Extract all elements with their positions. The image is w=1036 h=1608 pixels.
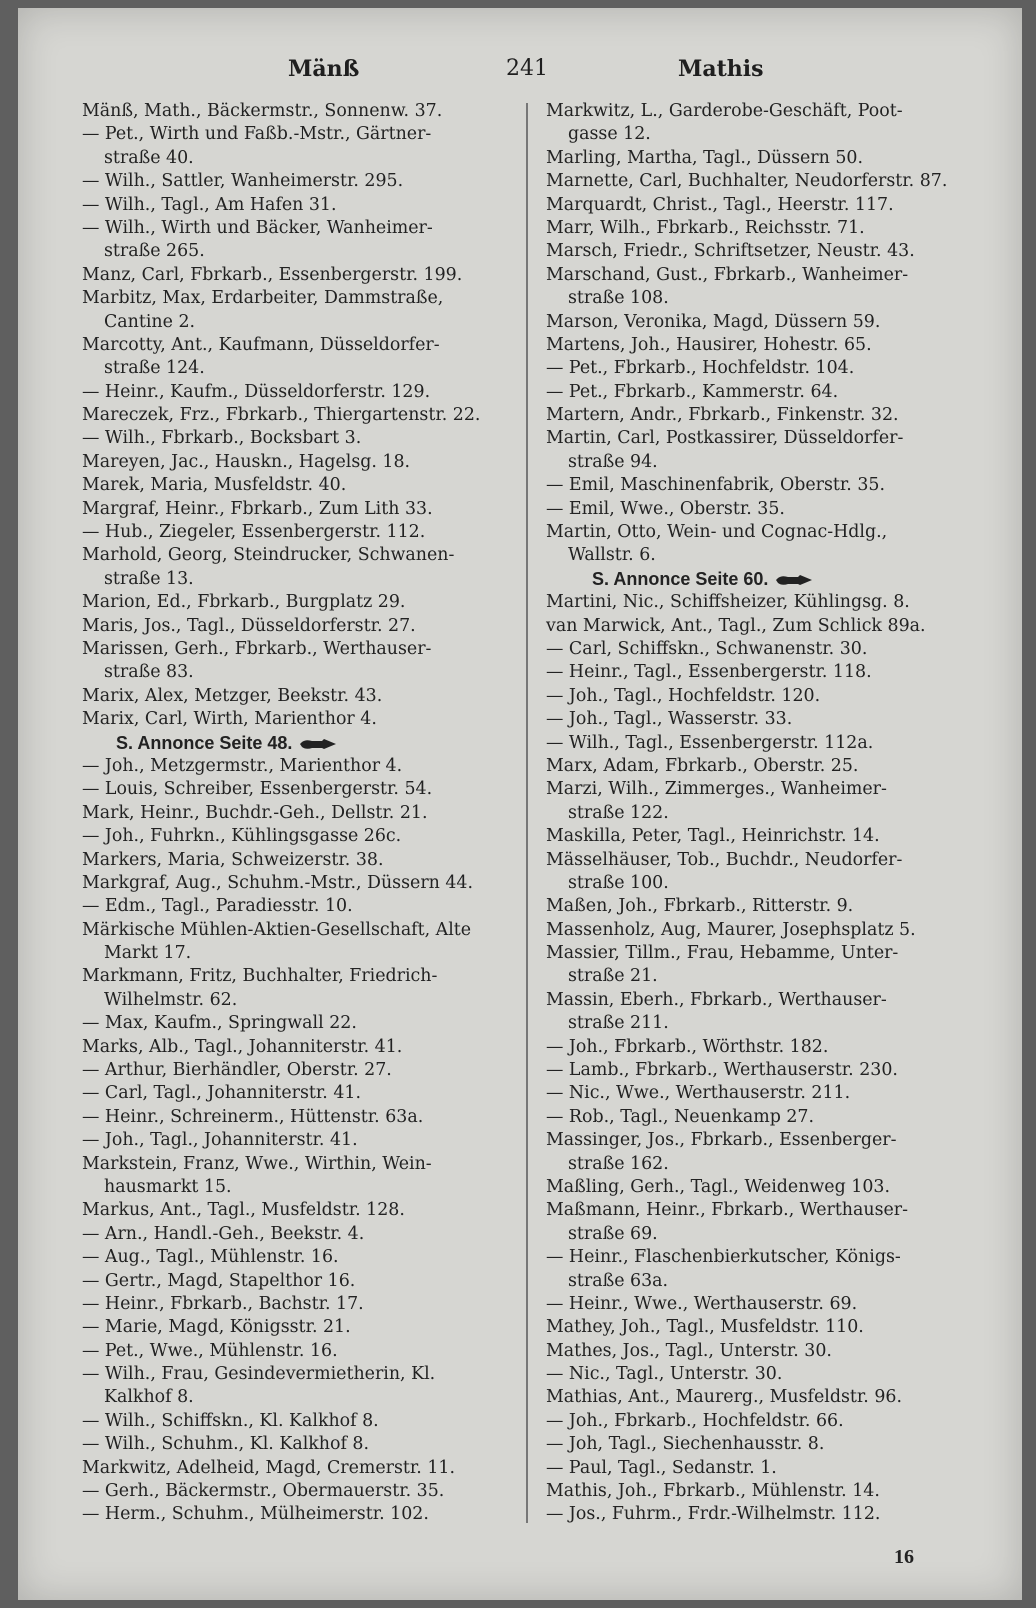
entry-text: — Wilh., Wirth und Bäcker, Wanheimer- <box>82 217 433 238</box>
directory-entry <box>546 778 992 801</box>
entry-text: Markus, Ant., Tagl., Musfeldstr. 128. <box>82 1200 405 1221</box>
directory-entry <box>546 381 992 404</box>
directory-entry <box>546 1457 992 1480</box>
directory-entry <box>82 404 522 427</box>
directory-entry <box>546 708 992 731</box>
entry-continuation <box>82 661 522 684</box>
directory-entry <box>546 334 992 357</box>
directory-entry <box>546 147 992 170</box>
entry-text: Martens, Joh., Hausirer, Hohestr. 65. <box>546 334 872 355</box>
entry-text: — Joh., Fuhrkn., Kühlingsgasse 26c. <box>82 826 402 847</box>
directory-entry <box>82 755 522 778</box>
directory-entry <box>82 334 522 357</box>
directory-entry <box>82 1082 522 1105</box>
entry-text: Marling, Martha, Tagl., Düssern 50. <box>546 147 863 168</box>
entry-text: straße 13. <box>104 568 194 589</box>
entry-text: Wilhelmstr. 62. <box>104 989 238 1010</box>
entry-continuation <box>546 123 992 146</box>
entry-continuation <box>82 147 522 170</box>
entry-text: — Paul, Tagl., Sedanstr. 1. <box>546 1457 777 1478</box>
entry-continuation <box>546 1270 992 1293</box>
entry-text: — Louis, Schreiber, Essenbergerstr. 54. <box>82 779 433 800</box>
directory-entry <box>82 965 522 988</box>
directory-entry <box>546 474 992 497</box>
entry-text: Markstein, Franz, Wwe., Wirthin, Wein- <box>82 1153 432 1174</box>
directory-entry <box>546 615 992 638</box>
entry-text: Märkische Mühlen-Aktien-Gesellschaft, Alte <box>82 919 472 940</box>
directory-entry <box>82 427 522 450</box>
entry-text: straße 124. <box>104 358 205 379</box>
entry-text: — Pet., Wwe., Mühlenstr. 16. <box>82 1340 338 1361</box>
entry-text: Kalkhof 8. <box>104 1387 194 1408</box>
entry-text: Massinger, Jos., Fbrkarb., Essenberger- <box>546 1130 897 1151</box>
entry-text: Marquardt, Christ., Tagl., Heerstr. 117. <box>546 194 894 215</box>
directory-entry <box>82 825 522 848</box>
directory-entry <box>82 685 522 708</box>
entry-text: Marix, Carl, Wirth, Marienthor 4. <box>82 709 377 730</box>
directory-entry <box>546 1129 992 1152</box>
entry-text: — Marie, Magd, Königsstr. 21. <box>82 1317 351 1338</box>
entry-text: — Aug., Tagl., Mühlenstr. 16. <box>82 1247 339 1268</box>
entry-text: — Wilh., Fbrkarb., Bocksbart 3. <box>82 428 362 449</box>
entry-text: — Heinr., Kaufm., Düsseldorferstr. 129. <box>82 381 431 402</box>
entry-text: Mareyen, Jac., Hauskn., Hagelsg. 18. <box>82 451 411 472</box>
entry-text: Cantine 2. <box>104 311 196 332</box>
directory-entry <box>82 1410 522 1433</box>
directory-entry <box>546 1246 992 1269</box>
entry-text: — Wilh., Schuhm., Kl. Kalkhof 8. <box>82 1434 370 1455</box>
entry-text: Maßling, Gerh., Tagl., Weidenweg 103. <box>546 1176 890 1197</box>
directory-entry <box>82 849 522 872</box>
entry-text: — Arthur, Bierhändler, Oberstr. 27. <box>82 1060 392 1081</box>
entry-text: Marhold, Georg, Steindrucker, Schwanen- <box>82 545 455 566</box>
entry-continuation <box>546 544 992 567</box>
entry-text: — Pet., Fbrkarb., Hochfeldstr. 104. <box>546 358 855 379</box>
directory-entry <box>82 1153 522 1176</box>
entry-text: straße 63a. <box>568 1270 669 1291</box>
directory-entry <box>82 1293 522 1316</box>
entry-text: — Edm., Tagl., Paradiesstr. 10. <box>82 896 353 917</box>
entry-text: — Pet., Fbrkarb., Kammerstr. 64. <box>546 381 839 402</box>
entry-text: Marbitz, Max, Erdarbeiter, Dammstraße, <box>82 288 444 309</box>
entry-text: straße 83. <box>104 662 194 683</box>
directory-entry <box>82 1059 522 1082</box>
directory-entry <box>546 685 992 708</box>
entry-text: — Carl, Schiffskn., Schwanenstr. 30. <box>546 638 868 659</box>
directory-entry <box>546 521 992 544</box>
directory-entry <box>546 427 992 450</box>
directory-entry <box>546 240 992 263</box>
entry-continuation <box>82 240 522 263</box>
directory-entry <box>82 638 522 661</box>
entry-text: — Herm., Schuhm., Mülheimerstr. 102. <box>82 1504 429 1525</box>
entry-text: Massier, Tillm., Frau, Hebamme, Unter- <box>546 943 899 964</box>
column-divider <box>526 103 528 1523</box>
entry-text: Mänß, Math., Bäckermstr., Sonnenw. 37. <box>82 101 443 121</box>
entry-text: — Hub., Ziegeler, Essenbergerstr. 112. <box>82 522 426 543</box>
directory-entry <box>82 1433 522 1456</box>
entry-text: Margraf, Heinr., Fbrkarb., Zum Lith 33. <box>82 498 433 519</box>
entry-text: — Gertr., Magd, Stapelthor 16. <box>82 1270 356 1291</box>
entry-text: — Wilh., Schiffskn., Kl. Kalkhof 8. <box>82 1410 379 1431</box>
directory-entry <box>546 825 992 848</box>
entry-text: — Lamb., Fbrkarb., Werthauserstr. 230. <box>546 1060 898 1081</box>
entry-text: — Joh, Tagl., Siechenhausstr. 8. <box>546 1434 825 1455</box>
entry-text: S. Annonce Seite 60. <box>592 568 769 589</box>
directory-entry <box>82 1363 522 1386</box>
entry-text: Marissen, Gerh., Fbrkarb., Werthauser- <box>82 638 432 659</box>
directory-entry <box>82 498 522 521</box>
entry-text: — Emil, Wwe., Oberstr. 35. <box>546 498 785 519</box>
entry-text: — Joh., Tagl., Hochfeldstr. 120. <box>546 685 821 706</box>
directory-entry <box>82 1199 522 1222</box>
directory-entry <box>82 615 522 638</box>
directory-entry <box>82 123 522 146</box>
directory-entry <box>546 1503 992 1526</box>
directory-entry <box>82 1106 522 1129</box>
header-right-keyword: Mathis <box>678 56 764 82</box>
directory-entry <box>546 1363 992 1386</box>
directory-entry <box>82 1503 522 1526</box>
directory-entry <box>82 1457 522 1480</box>
directory-entry <box>546 1340 992 1363</box>
entry-text: — Heinr., Wwe., Werthauserstr. 69. <box>546 1293 858 1314</box>
directory-entry <box>82 170 522 193</box>
entry-text: — Nic., Wwe., Werthauserstr. 211. <box>546 1083 851 1104</box>
entry-text: Markt 17. <box>104 943 192 964</box>
directory-entry <box>82 919 522 942</box>
page-header <box>18 48 1022 88</box>
entry-text: — Arn., Handl.-Geh., Beekstr. 4. <box>82 1223 365 1244</box>
entry-text: Mathey, Joh., Tagl., Musfeldstr. 110. <box>546 1317 864 1338</box>
entry-text: Martern, Andr., Fbrkarb., Finkenstr. 32. <box>546 405 899 426</box>
entry-text: Maßmann, Heinr., Fbrkarb., Werthauser- <box>546 1200 908 1221</box>
entry-text: Marcotty, Ant., Kaufmann, Düsseldorfer- <box>82 334 440 355</box>
directory-entry <box>546 591 992 614</box>
entry-text: straße 40. <box>104 147 194 168</box>
entry-text: — Wilh., Sattler, Wanheimerstr. 295. <box>82 171 404 192</box>
directory-entry <box>546 989 992 1012</box>
left-column <box>82 100 522 1527</box>
right-column <box>546 100 992 1527</box>
announcement-reference <box>82 732 522 755</box>
directory-entry <box>546 732 992 755</box>
directory-entry <box>82 451 522 474</box>
directory-entry <box>82 264 522 287</box>
directory-entry <box>546 357 992 380</box>
entry-text: — Joh., Fbrkarb., Wörthstr. 182. <box>546 1036 829 1057</box>
entry-text: Marnette, Carl, Buchhalter, Neudorferstr. 87. <box>546 171 948 192</box>
entry-text: — Joh., Tagl., Wasserstr. 33. <box>546 709 793 730</box>
entry-text: straße 108. <box>568 288 669 309</box>
entry-text: S. Annonce Seite 48. <box>116 732 293 753</box>
entry-text: Maskilla, Peter, Tagl., Heinrichstr. 14. <box>546 826 880 847</box>
directory-entry <box>546 498 992 521</box>
entry-text: straße 21. <box>568 966 658 987</box>
directory-entry <box>82 1129 522 1152</box>
entry-continuation <box>546 287 992 310</box>
directory-entry <box>82 1340 522 1363</box>
entry-text: Massenholz, Aug, Maurer, Josephsplatz 5. <box>546 919 916 940</box>
entry-text: Marson, Veronika, Magd, Düssern 59. <box>546 311 881 332</box>
entry-text: — Wilh., Frau, Gesindevermietherin, Kl. <box>82 1364 436 1385</box>
entry-continuation <box>546 1223 992 1246</box>
entry-continuation <box>82 989 522 1012</box>
directory-entry <box>546 1433 992 1456</box>
entry-text: — Joh., Fbrkarb., Hochfeldstr. 66. <box>546 1410 844 1431</box>
entry-text: Markers, Maria, Schweizerstr. 38. <box>82 849 384 870</box>
directory-entry <box>546 170 992 193</box>
entry-text: Mässelhäuser, Tob., Buchdr., Neudorfer- <box>546 849 903 870</box>
entry-text: Martini, Nic., Schiffsheizer, Kühlingsg. 8. <box>546 592 910 613</box>
entry-text: Marks, Alb., Tagl., Johanniterstr. 41. <box>82 1036 403 1057</box>
directory-entry <box>82 708 522 731</box>
directory-entry <box>546 1176 992 1199</box>
entry-text: — Heinr., Tagl., Essenbergerstr. 118. <box>546 662 872 683</box>
directory-entry <box>546 1480 992 1503</box>
footer-page-number: 16 <box>894 1546 914 1568</box>
directory-entry <box>546 755 992 778</box>
entry-text: — Wilh., Tagl., Essenbergerstr. 112a. <box>546 732 874 753</box>
directory-entry <box>82 194 522 217</box>
header-left-keyword: Mänß <box>288 56 360 82</box>
entry-text: — Joh., Metzgermstr., Marienthor 4. <box>82 755 403 776</box>
directory-entry <box>546 1316 992 1339</box>
entry-text: gasse 12. <box>568 124 651 145</box>
entry-text: Marr, Wilh., Fbrkarb., Reichsstr. 71. <box>546 217 865 238</box>
directory-entry <box>546 194 992 217</box>
directory-entry <box>546 1410 992 1433</box>
directory-entry <box>82 1012 522 1035</box>
entry-text: — Heinr., Schreinerm., Hüttenstr. 63a. <box>82 1106 424 1127</box>
directory-page <box>18 8 1022 1600</box>
entry-text: Massin, Eberh., Fbrkarb., Werthauser- <box>546 989 887 1010</box>
entry-text: — Carl, Tagl., Johanniterstr. 41. <box>82 1083 362 1104</box>
entry-text: Martin, Carl, Postkassirer, Düsseldorfer- <box>546 428 904 449</box>
entry-text: Maris, Jos., Tagl., Düsseldorferstr. 27. <box>82 615 416 636</box>
directory-entry <box>82 474 522 497</box>
entry-text: Marion, Ed., Fbrkarb., Burgplatz 29. <box>82 592 406 613</box>
entry-text: — Rob., Tagl., Neuenkamp 27. <box>546 1106 815 1127</box>
directory-entry <box>82 1270 522 1293</box>
directory-entry <box>546 217 992 240</box>
directory-entry <box>82 802 522 825</box>
directory-entry <box>546 1199 992 1222</box>
entry-text: straße 211. <box>568 1013 669 1034</box>
entry-text: hausmarkt 15. <box>104 1176 232 1197</box>
entry-text: Marx, Adam, Fbrkarb., Oberstr. 25. <box>546 755 859 776</box>
entry-continuation <box>546 802 992 825</box>
entry-text: — Nic., Tagl., Unterstr. 30. <box>546 1364 783 1385</box>
directory-entry <box>546 849 992 872</box>
directory-entry <box>82 591 522 614</box>
entry-text: straße 122. <box>568 802 669 823</box>
entry-text: straße 94. <box>568 451 658 472</box>
directory-entry <box>82 381 522 404</box>
entry-text: Mareczek, Frz., Fbrkarb., Thiergartenstr. 22. <box>82 405 481 426</box>
directory-entry <box>546 1036 992 1059</box>
entry-text: Mathias, Ant., Maurerg., Musfeldstr. 96. <box>546 1387 902 1408</box>
entry-text: Marsch, Friedr., Schriftsetzer, Neustr. 43. <box>546 241 915 262</box>
directory-entry <box>546 404 992 427</box>
entry-text: Marschand, Gust., Fbrkarb., Wanheimer- <box>546 264 909 285</box>
header-page-number: 241 <box>506 56 548 81</box>
directory-entry <box>82 1223 522 1246</box>
entry-text: — Emil, Maschinenfabrik, Oberstr. 35. <box>546 475 886 496</box>
directory-entry <box>546 311 992 334</box>
entry-text: — Heinr., Fbrkarb., Bachstr. 17. <box>82 1293 364 1314</box>
announcement-reference <box>546 568 992 591</box>
directory-entry <box>82 778 522 801</box>
entry-text: Wallstr. 6. <box>568 545 656 566</box>
directory-entry <box>546 1386 992 1409</box>
entry-text: — Pet., Wirth und Faßb.-Mstr., Gärtner- <box>82 124 432 145</box>
entry-continuation <box>82 1386 522 1409</box>
entry-text: Mark, Heinr., Buchdr.-Geh., Dellstr. 21. <box>82 802 428 823</box>
directory-entry <box>82 287 522 310</box>
pointing-hand-icon <box>774 573 814 587</box>
directory-entry <box>82 521 522 544</box>
entry-text: — Heinr., Flaschenbierkutscher, Königs- <box>546 1247 901 1268</box>
directory-entry <box>546 264 992 287</box>
entry-continuation <box>82 942 522 965</box>
entry-text: Markmann, Fritz, Buchhalter, Friedrich- <box>82 966 438 987</box>
directory-entry <box>546 100 992 123</box>
directory-entry <box>546 942 992 965</box>
entry-text: Mathis, Joh., Fbrkarb., Mühlenstr. 14. <box>546 1481 880 1502</box>
directory-entry <box>82 1246 522 1269</box>
directory-entry <box>546 1082 992 1105</box>
entry-text: Markwitz, L., Garderobe-Geschäft, Poot- <box>546 101 903 121</box>
directory-entry <box>82 544 522 567</box>
entry-continuation <box>546 1012 992 1035</box>
entry-text: — Max, Kaufm., Springwall 22. <box>82 1013 357 1034</box>
directory-entry <box>82 100 522 123</box>
directory-entry <box>82 1316 522 1339</box>
entry-text: Martin, Otto, Wein- und Cognac-Hdlg., <box>546 522 888 543</box>
directory-entry <box>546 661 992 684</box>
entry-text: — Joh., Tagl., Johanniterstr. 41. <box>82 1130 358 1151</box>
directory-entry <box>546 1293 992 1316</box>
entry-continuation <box>82 568 522 591</box>
directory-entry <box>82 217 522 240</box>
entry-text: Maßen, Joh., Fbrkarb., Ritterstr. 9. <box>546 896 854 917</box>
entry-text: Manz, Carl, Fbrkarb., Essenbergerstr. 199. <box>82 264 463 285</box>
entry-continuation <box>82 1176 522 1199</box>
directory-entry <box>546 919 992 942</box>
directory-entry <box>546 1059 992 1082</box>
entry-text: van Marwick, Ant., Tagl., Zum Schlick 89a. <box>546 615 926 636</box>
entry-text: straße 265. <box>104 241 205 262</box>
directory-entry <box>82 895 522 918</box>
directory-entry <box>82 1480 522 1503</box>
directory-entry <box>546 1106 992 1129</box>
directory-entry <box>82 1036 522 1059</box>
entry-continuation <box>546 965 992 988</box>
entry-text: Mathes, Jos., Tagl., Unterstr. 30. <box>546 1340 832 1361</box>
entry-continuation <box>546 1153 992 1176</box>
entry-continuation <box>82 311 522 334</box>
directory-entry <box>82 872 522 895</box>
entry-text: straße 162. <box>568 1153 669 1174</box>
directory-entry <box>546 895 992 918</box>
entry-text: Markgraf, Aug., Schuhm.-Mstr., Düssern 44. <box>82 872 474 893</box>
entry-text: — Wilh., Tagl., Am Hafen 31. <box>82 194 337 215</box>
entry-text: Marek, Maria, Musfeldstr. 40. <box>82 475 347 496</box>
entry-text: straße 69. <box>568 1223 658 1244</box>
entry-text: Markwitz, Adelheid, Magd, Cremerstr. 11. <box>82 1457 455 1478</box>
directory-entry <box>546 638 992 661</box>
entry-text: Marix, Alex, Metzger, Beekstr. 43. <box>82 685 383 706</box>
entry-text: straße 100. <box>568 872 669 893</box>
entry-text: — Jos., Fuhrm., Frdr.-Wilhelmstr. 112. <box>546 1504 881 1525</box>
entry-text: Marzi, Wilh., Zimmerges., Wanheimer- <box>546 779 887 800</box>
entry-text: — Gerh., Bäckermstr., Obermauerstr. 35. <box>82 1481 445 1502</box>
pointing-hand-icon <box>298 737 338 751</box>
entry-continuation <box>546 872 992 895</box>
entry-continuation <box>546 451 992 474</box>
entry-continuation <box>82 357 522 380</box>
